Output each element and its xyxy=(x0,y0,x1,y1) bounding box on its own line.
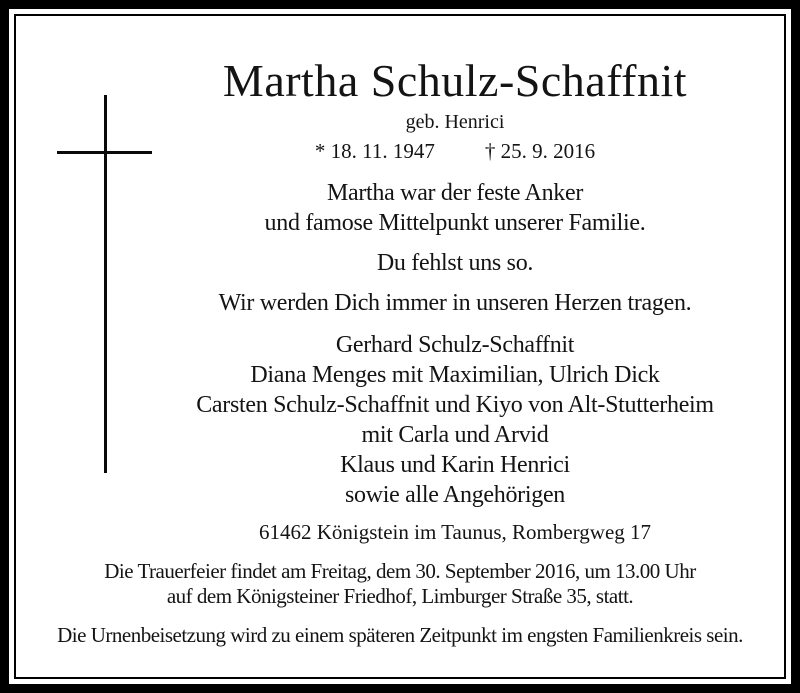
tribute-line: Martha war der feste Anker xyxy=(326,180,584,206)
birth-date: * 18. 11. 1947 xyxy=(314,139,435,163)
deceased-name: Martha Schulz-Schaffnit xyxy=(222,55,688,106)
address-line: 61462 Königstein im Taunus, Rombergweg 17 xyxy=(258,520,652,544)
mourner-line: sowie alle Angehörigen xyxy=(344,482,565,508)
remembrance-line: Wir werden Dich immer in unseren Herzen tragen. xyxy=(218,290,692,316)
death-date: † 25. 9. 2016 xyxy=(484,139,596,163)
urn-info-line: Die Urnenbeisetzung wird zu einem späteren Zeitpunkt im engsten Familienkreis sein. xyxy=(57,623,743,647)
mourner-line: Klaus und Karin Henrici xyxy=(340,452,570,478)
mourner-line: Carsten Schulz-Schaffnit und Kiyo von Alt-Stutterheim xyxy=(196,392,714,418)
mourner-line: mit Carla und Arvid xyxy=(361,422,549,448)
life-dates xyxy=(110,141,800,162)
mourner-line: Gerhard Schulz-Schaffnit xyxy=(335,332,575,358)
funeral-info-line: Die Trauerfeier findet am Freitag, dem 30. September 2016, um 13.00 Uhr xyxy=(104,559,696,583)
funeral-info-line: auf dem Königsteiner Friedhof, Limburger Straße 35, statt. xyxy=(166,584,634,608)
maiden-name: geb. Henrici xyxy=(405,111,505,133)
missing-line: Du fehlst uns so. xyxy=(376,250,534,276)
mourner-line: Diana Menges mit Maximilian, Ulrich Dick xyxy=(250,362,660,388)
tribute-line: und famose Mittelpunkt unserer Familie. xyxy=(264,210,646,236)
